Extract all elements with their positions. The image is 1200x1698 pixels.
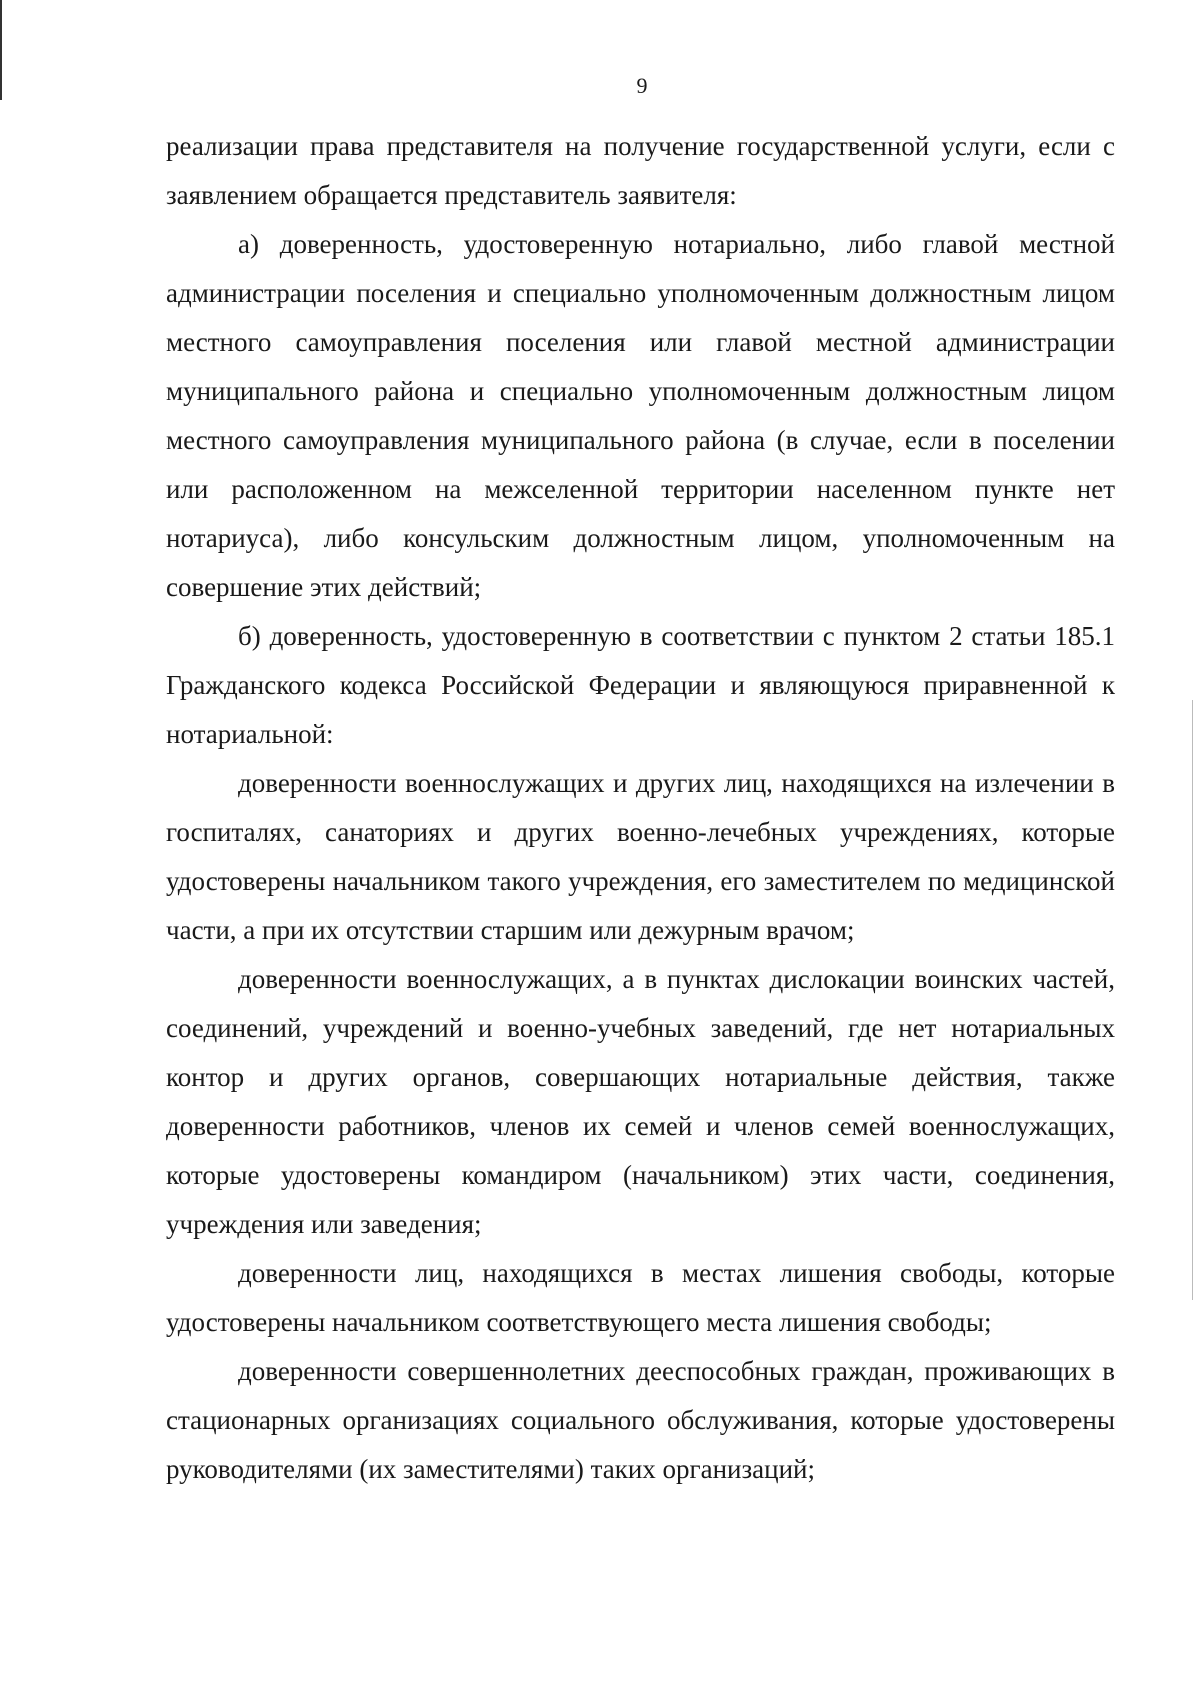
scan-edge-right (1192, 700, 1193, 1300)
paragraph-detention: доверенности лиц, находящихся в местах лишения свободы, которые удостоверены начальником соответствующего места лишения свободы; (166, 1258, 1115, 1337)
paragraph-continuation: реализации права представителя на получение государственной услуги, если с заявлением обращается представитель заявителя: (166, 131, 1115, 210)
paragraph-military-hospital: доверенности военнослужащих и других лиц, находящихся на излечении в госпиталях, санаториях и других военно-лечебных учреждениях, которые удостоверены начальником такого учреждения, его заместителем по медицинской части, а при их отсутствии старшим или дежурным врачом; (166, 768, 1115, 945)
paragraph-social-care: доверенности совершеннолетних дееспособных граждан, проживающих в стационарных организациях социального обслуживания, которые удостоверены руководителями (их заместителями) таких организаций; (166, 1356, 1115, 1484)
paragraph-item-a: а) доверенность, удостоверенную нотариально, либо главой местной администрации поселения и специально уполномоченным должностным лицом местного самоуправления поселения или главой местной администрации муниципального района и специально уполномоченным должностным лицом местного самоуправления муниципального района (в случае, если в поселении или расположенном на межселенной территории населенном пункте нет нотариуса), либо консульским должностным лицом, уполномоченным на совершение этих действий; (166, 229, 1115, 602)
document-body (166, 122, 1115, 1494)
paragraph-military-units: доверенности военнослужащих, а в пунктах дислокации воинских частей, соединений, учреждений и военно-учебных заведений, где нет нотариальных контор и других органов, совершающих нотариальные действия, также доверенности работников, членов их семей и членов семей военнослужащих, которые удостоверены командиром (начальником) этих части, соединения, учреждения или заведения; (166, 964, 1115, 1239)
page-number: 9 (636, 73, 648, 98)
paragraph-item-b: б) доверенность, удостоверенную в соответствии с пунктом 2 статьи 185.1 Гражданского кодекса Российской Федерации и являющуюся приравненной к нотариальной: (166, 621, 1115, 749)
